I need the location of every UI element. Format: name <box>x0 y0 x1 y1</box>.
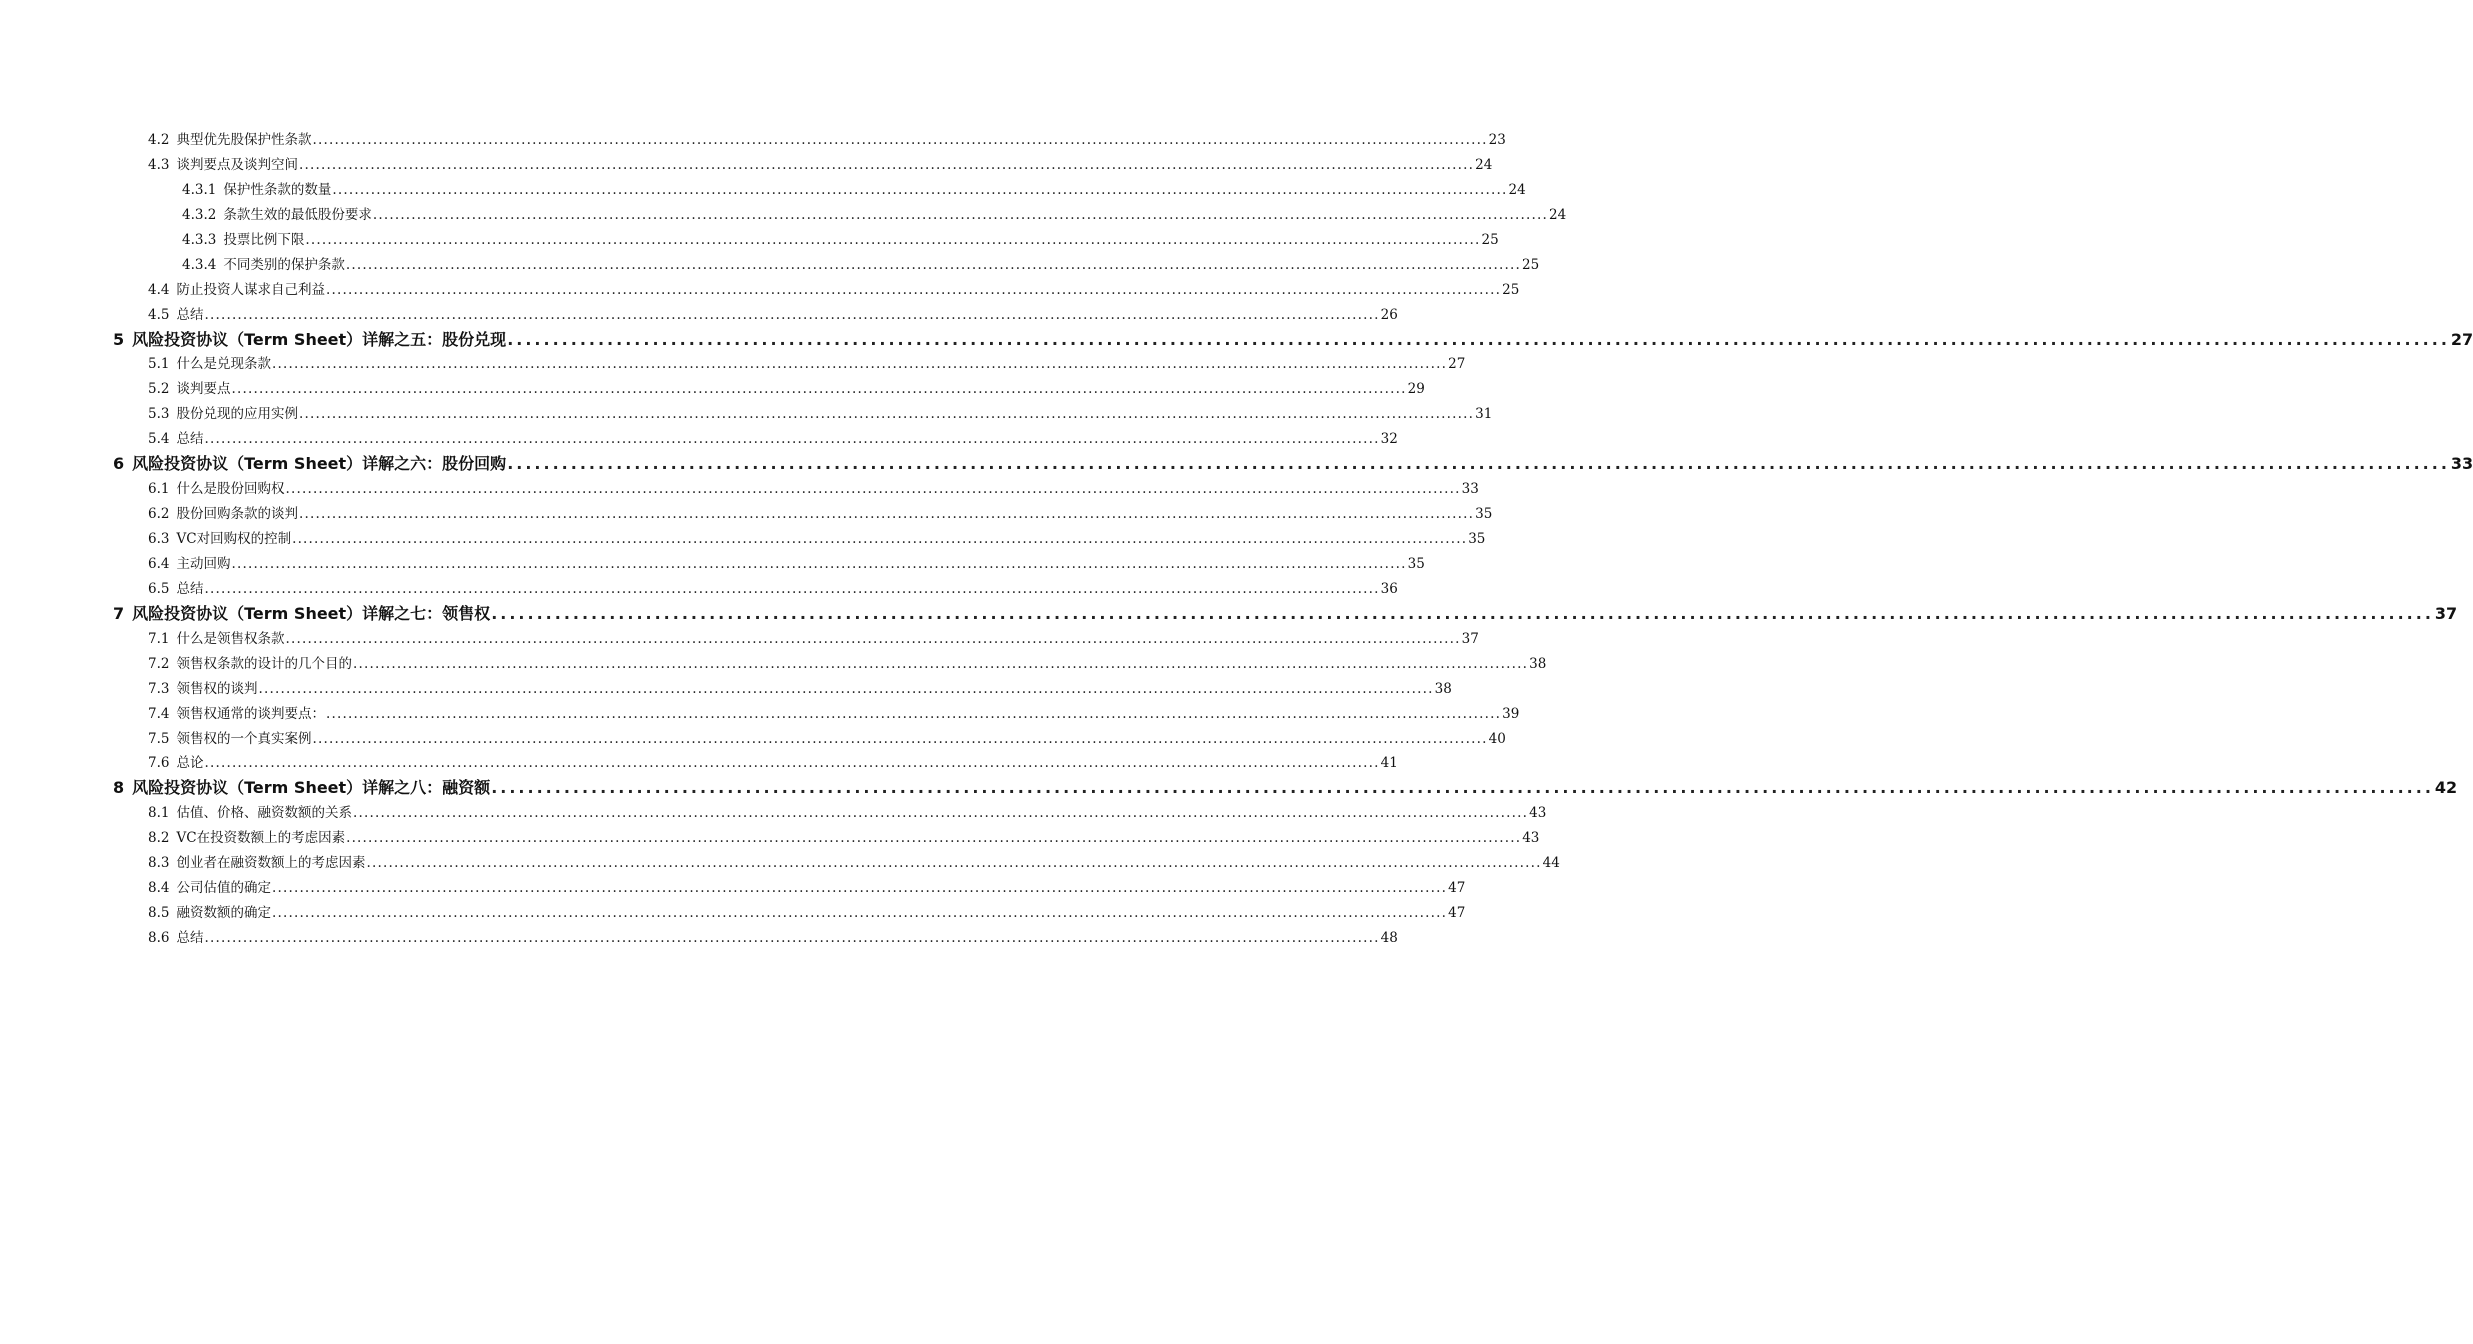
toc-entry-title: 领售权条款的设计的几个目的 <box>176 655 352 672</box>
toc-entry[interactable] <box>0 377 1425 402</box>
toc-entry-page: 25 <box>1481 231 1499 248</box>
toc-leader: ...................................................................................................................................................................................................................... <box>345 256 1521 273</box>
toc-entry-title: 谈判要点 <box>176 381 231 398</box>
toc-entry-title: 领售权通常的谈判要点： <box>176 705 325 722</box>
toc-entry-title: 风险投资协议（Term Sheet）详解之六：股份回购 <box>132 454 507 474</box>
toc-entry-title: 创业者在融资数额上的考虑因素 <box>176 855 366 872</box>
toc-entry-page: 43 <box>1529 805 1547 822</box>
toc-leader: ...................................................................................................................................................................................................................... <box>491 603 2434 623</box>
toc-entry-page: 39 <box>1502 705 1520 722</box>
toc-entry-page: 26 <box>1380 306 1398 323</box>
toc-entry-page: 35 <box>1407 555 1425 572</box>
toc-entry-page: 23 <box>1488 132 1506 148</box>
toc-leader: ...................................................................................................................................................................................................................... <box>352 805 1529 822</box>
toc-entry-number: 8.3 <box>148 855 170 872</box>
toc-leader: ...................................................................................................................................................................................................................... <box>352 655 1529 672</box>
toc-leader: ...................................................................................................................................................................................................................... <box>325 281 1502 298</box>
toc-entry-number: 5.1 <box>148 356 170 373</box>
toc-leader: ...................................................................................................................................................................................................................... <box>204 755 1380 772</box>
toc-entry-number: 4.3.2 <box>182 206 217 223</box>
toc-entry[interactable] <box>0 527 1486 552</box>
toc-entry[interactable] <box>0 253 1540 278</box>
toc-leader: ...................................................................................................................................................................................................................... <box>298 156 1475 173</box>
toc-entry-number: 7.5 <box>148 730 170 747</box>
toc-entry[interactable] <box>0 502 1493 527</box>
toc-entry-title: 什么是兑现条款 <box>176 356 271 373</box>
toc-leader: ...................................................................................................................................................................................................................... <box>507 329 2450 349</box>
toc-entry-title: 风险投资协议（Term Sheet）详解之五：股份兑现 <box>132 329 507 349</box>
toc-leader: ...................................................................................................................................................................................................................... <box>271 880 1448 897</box>
toc-entry-page: 42 <box>2434 778 2458 798</box>
toc-leader: ...................................................................................................................................................................................................................... <box>204 431 1380 448</box>
toc-entry[interactable] <box>0 727 1506 752</box>
toc-entry-page: 35 <box>1475 506 1493 523</box>
toc-entry-number: 4.3 <box>148 156 170 173</box>
toc-entry[interactable] <box>0 751 1398 776</box>
toc-entry-page: 38 <box>1529 655 1547 672</box>
toc-entry-page: 41 <box>1380 755 1398 772</box>
toc-entry-title: 条款生效的最低股份要求 <box>223 206 372 223</box>
toc-leader: ...................................................................................................................................................................................................................... <box>312 730 1488 747</box>
toc-entry-number: 7.3 <box>148 680 170 697</box>
toc-entry[interactable] <box>0 552 1425 577</box>
toc-entry[interactable] <box>0 677 1452 702</box>
toc-entry[interactable] <box>0 851 1560 876</box>
toc-entry-number: 4.5 <box>148 306 170 323</box>
toc-entry-number: 7.4 <box>148 705 170 722</box>
toc-leader: ...................................................................................................................................................................................................................... <box>312 132 1488 148</box>
toc-entry[interactable] <box>0 627 1479 652</box>
toc-entry[interactable] <box>0 278 1520 303</box>
toc-entry-title: VC在投资数额上的考虑因素 <box>176 830 346 847</box>
toc-entry[interactable] <box>0 801 1547 826</box>
toc-entry-number: 4.3.1 <box>182 181 217 198</box>
toc-entry-title: 总结 <box>176 580 204 597</box>
toc-leader: ...................................................................................................................................................................................................................... <box>285 481 1461 498</box>
toc-entry-title: 总结 <box>176 306 204 323</box>
toc-entry-number: 6.5 <box>148 580 170 597</box>
toc-entry-title: 股份回购条款的谈判 <box>176 506 298 523</box>
toc-entry-number: 8.4 <box>148 880 170 897</box>
toc-chapter-entry[interactable] <box>0 328 2473 353</box>
table-of-contents <box>0 128 2473 951</box>
toc-chapter-entry[interactable] <box>0 602 2458 627</box>
toc-entry-title: 防止投资人谋求自己利益 <box>176 281 325 298</box>
toc-entry-number: 7.1 <box>148 630 170 647</box>
toc-entry-number: 6.1 <box>148 481 170 498</box>
toc-entry-page: 47 <box>1448 905 1466 922</box>
toc-leader: ...................................................................................................................................................................................................................... <box>204 580 1380 597</box>
toc-entry-title: 谈判要点及谈判空间 <box>176 156 298 173</box>
toc-chapter-entry[interactable] <box>0 776 2458 801</box>
toc-entry-number: 7.6 <box>148 755 170 772</box>
toc-entry-title: 总结 <box>176 431 204 448</box>
toc-entry-title: 主动回购 <box>176 555 231 572</box>
toc-leader: ...................................................................................................................................................................................................................... <box>292 531 1468 547</box>
toc-chapter-entry[interactable] <box>0 452 2473 477</box>
toc-entry-number: 5.3 <box>148 406 170 423</box>
toc-entry-title: 股份兑现的应用实例 <box>176 406 298 423</box>
toc-entry-page: 47 <box>1448 880 1466 897</box>
toc-entry-page: 24 <box>1549 206 1567 223</box>
toc-entry-title: 融资数额的确定 <box>176 905 271 922</box>
toc-entry-number: 6.3 <box>148 531 170 547</box>
toc-entry[interactable] <box>0 203 1567 228</box>
toc-entry-title: 风险投资协议（Term Sheet）详解之七：领售权 <box>132 603 491 623</box>
toc-leader: ...................................................................................................................................................................................................................... <box>346 830 1522 847</box>
toc-leader: ...................................................................................................................................................................................................................... <box>231 555 1407 572</box>
toc-entry-number: 7.2 <box>148 655 170 672</box>
toc-entry-title: 不同类别的保护条款 <box>223 256 345 273</box>
toc-entry-number: 6 <box>113 454 125 474</box>
toc-entry[interactable] <box>0 901 1466 926</box>
toc-entry-page: 33 <box>1461 481 1479 498</box>
toc-leader: ...................................................................................................................................................................................................................... <box>507 454 2450 474</box>
toc-entry[interactable] <box>0 153 1493 178</box>
toc-entry-number: 8.2 <box>148 830 170 847</box>
toc-leader: ...................................................................................................................................................................................................................... <box>366 855 1542 872</box>
toc-entry[interactable] <box>0 477 1479 502</box>
toc-entry-number: 6.2 <box>148 506 170 523</box>
toc-entry-title: 领售权的谈判 <box>176 680 258 697</box>
toc-entry-title: 总结 <box>176 930 204 946</box>
toc-entry-page: 33 <box>2450 454 2473 474</box>
toc-entry-page: 31 <box>1475 406 1493 423</box>
toc-leader: ...................................................................................................................................................................................................................... <box>298 406 1475 423</box>
toc-entry[interactable] <box>0 926 1398 951</box>
toc-entry-title: 估值、价格、融资数额的关系 <box>176 805 352 822</box>
toc-entry-page: 25 <box>1502 281 1520 298</box>
toc-entry[interactable] <box>0 402 1493 427</box>
toc-entry[interactable] <box>0 128 1506 153</box>
toc-entry[interactable] <box>0 702 1520 727</box>
toc-entry-title: 公司估值的确定 <box>176 880 271 897</box>
toc-entry-number: 5 <box>113 329 125 349</box>
toc-entry[interactable] <box>0 352 1466 377</box>
toc-entry[interactable] <box>0 577 1398 602</box>
toc-leader: ...................................................................................................................................................................................................................... <box>204 930 1380 946</box>
toc-entry[interactable] <box>0 876 1466 901</box>
toc-entry-number: 4.3.3 <box>182 231 217 248</box>
toc-leader: ...................................................................................................................................................................................................................... <box>285 630 1461 647</box>
toc-entry-page: 27 <box>1448 356 1466 373</box>
toc-entry-title: 什么是股份回购权 <box>176 481 285 498</box>
toc-entry-number: 8.6 <box>148 930 170 946</box>
toc-leader: ...................................................................................................................................................................................................................... <box>298 506 1475 523</box>
toc-entry[interactable] <box>0 303 1398 328</box>
toc-entry-page: 37 <box>2434 603 2458 623</box>
toc-entry-number: 5.4 <box>148 431 170 448</box>
toc-entry-title: 投票比例下限 <box>223 231 305 248</box>
toc-entry-title: 什么是领售权条款 <box>176 630 285 647</box>
toc-entry-page: 25 <box>1522 256 1540 273</box>
toc-entry-page: 38 <box>1434 680 1452 697</box>
toc-entry-page: 24 <box>1508 181 1526 198</box>
toc-entry-number: 8.1 <box>148 805 170 822</box>
toc-leader: ...................................................................................................................................................................................................................... <box>305 231 1481 248</box>
toc-entry-page: 35 <box>1468 531 1486 547</box>
toc-entry-title: 风险投资协议（Term Sheet）详解之八：融资额 <box>132 778 491 798</box>
toc-entry[interactable] <box>0 427 1398 452</box>
toc-entry[interactable] <box>0 178 1526 203</box>
toc-leader: ...................................................................................................................................................................................................................... <box>332 181 1508 198</box>
toc-entry-page: 29 <box>1407 381 1425 398</box>
toc-entry-title: 总论 <box>176 755 204 772</box>
toc-entry-page: 24 <box>1475 156 1493 173</box>
toc-entry-number: 7 <box>113 603 125 623</box>
toc-entry-page: 43 <box>1522 830 1540 847</box>
toc-entry-page: 48 <box>1380 930 1398 946</box>
toc-entry-number: 4.2 <box>148 132 170 148</box>
toc-entry-page: 37 <box>1461 630 1479 647</box>
toc-entry[interactable] <box>0 228 1499 253</box>
toc-leader: ...................................................................................................................................................................................................................... <box>258 680 1434 697</box>
toc-entry-title: 领售权的一个真实案例 <box>176 730 312 747</box>
toc-entry-number: 8.5 <box>148 905 170 922</box>
toc-leader: ...................................................................................................................................................................................................................... <box>491 778 2434 798</box>
toc-leader: ...................................................................................................................................................................................................................... <box>325 705 1502 722</box>
toc-entry-title: VC对回购权的控制 <box>176 531 292 547</box>
toc-entry-page: 27 <box>2450 329 2473 349</box>
toc-entry-number: 5.2 <box>148 381 170 398</box>
toc-entry-title: 保护性条款的数量 <box>223 181 332 198</box>
toc-leader: ...................................................................................................................................................................................................................... <box>271 356 1448 373</box>
toc-leader: ...................................................................................................................................................................................................................... <box>372 206 1548 223</box>
toc-entry-number: 4.3.4 <box>182 256 217 273</box>
toc-entry-number: 4.4 <box>148 281 170 298</box>
toc-entry-page: 40 <box>1488 730 1506 747</box>
toc-entry-title: 典型优先股保护性条款 <box>176 132 312 148</box>
toc-leader: ...................................................................................................................................................................................................................... <box>204 306 1380 323</box>
toc-entry-page: 36 <box>1380 580 1398 597</box>
toc-entry-page: 32 <box>1380 431 1398 448</box>
toc-leader: ...................................................................................................................................................................................................................... <box>271 905 1448 922</box>
toc-entry-number: 8 <box>113 778 125 798</box>
toc-leader: ...................................................................................................................................................................................................................... <box>231 381 1407 398</box>
toc-entry[interactable] <box>0 652 1547 677</box>
toc-entry-number: 6.4 <box>148 555 170 572</box>
toc-entry[interactable] <box>0 826 1540 851</box>
toc-entry-page: 44 <box>1542 855 1560 872</box>
